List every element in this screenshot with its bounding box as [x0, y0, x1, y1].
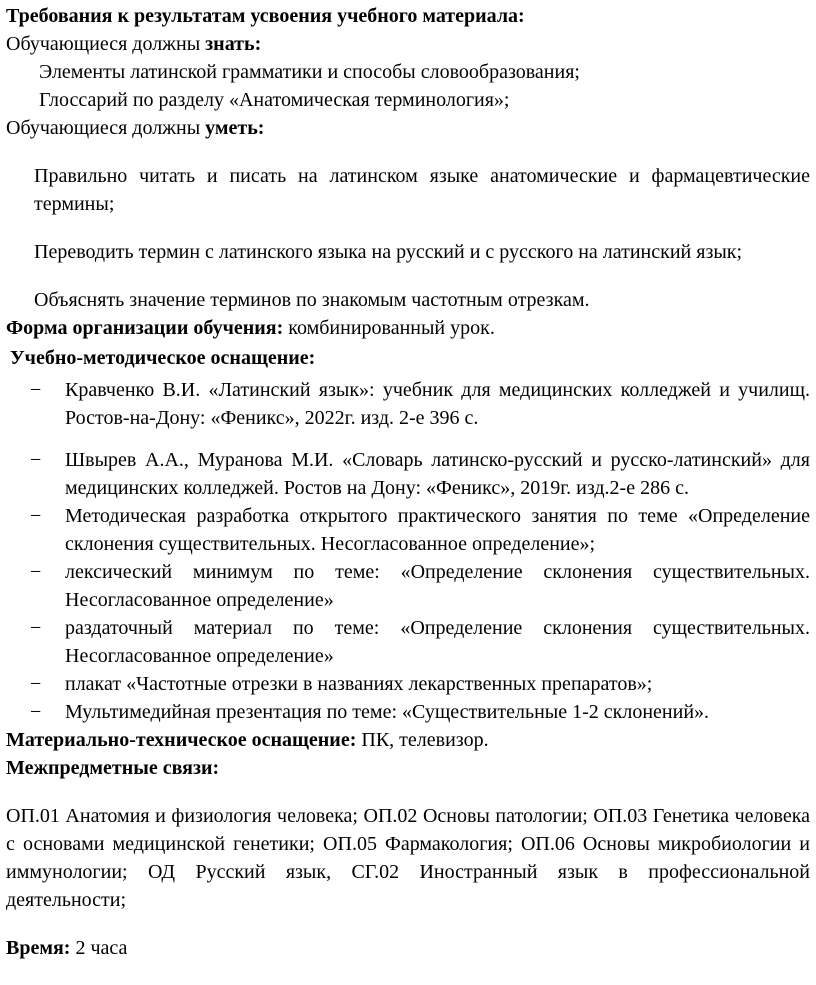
methodical-item	[6, 670, 810, 698]
methodical-item	[6, 446, 810, 502]
methodical-item-text: Кравченко В.И. «Латинский язык»: учебник для медицинских колледжей и училищ. Ростов-на-Дону: «Феникс», 2022г. изд. 2-е 396 с.	[65, 379, 810, 429]
can-line	[6, 114, 810, 142]
can-word: уметь:	[205, 117, 265, 139]
technical-label: Материально-техническое оснащение:	[6, 729, 357, 751]
methodical-item	[6, 502, 810, 558]
technical-line	[6, 726, 810, 754]
can-item-3: Объяснять значение терминов по знакомым частотным отрезкам.	[34, 289, 590, 311]
requirements-heading: Требования к результатам усвоения учебного материала:	[6, 5, 525, 27]
links-heading: Межпредметные связи:	[6, 757, 220, 779]
know-word: знать:	[205, 33, 262, 55]
form-label: Форма организации обучения:	[6, 317, 284, 339]
methodical-item-text: Швырев А.А., Муранова М.И. «Словарь латинско-русский и русско-латинский» для медицинских колледжей. Ростов на Дону: «Феникс», 2019г. изд.2-е 286 с.	[65, 449, 810, 499]
time-line	[6, 934, 810, 962]
can-item-1: Правильно читать и писать на латинском языке анатомические и фармацевтические термины;	[34, 165, 810, 215]
dash-marker: −	[30, 379, 42, 401]
technical-value: ПК, телевизор.	[356, 729, 489, 751]
methodical-item	[6, 376, 810, 432]
methodical-item-text: раздаточный материал по теме: «Определение склонения существительных. Несогласованное определение»	[65, 617, 810, 667]
dash-marker: −	[30, 505, 42, 527]
methodical-item-text: плакат «Частотные отрезки в названиях лекарственных препаратов»;	[65, 673, 653, 695]
links-text: ОП.01 Анатомия и физиология человека; ОП.02 Основы патологии; ОП.03 Генетика человека с основами медицинской генетики; ОП.05 Фармакология; ОП.06 Основы микробиологии и иммунологии; ОД Русский язык, СГ.02 Иностранный язык в профессиональной деятельности;	[6, 805, 810, 911]
methodical-item-text: Мультимедийная презентация по теме: «Существительные 1-2 склонений».	[65, 701, 710, 723]
can-prefix: Обучающиеся должны	[6, 117, 206, 139]
know-prefix: Обучающиеся должны	[6, 33, 206, 55]
methodical-item-text: лексический минимум по теме: «Определение склонения существительных. Несогласованное определение»	[65, 561, 810, 611]
dash-marker: −	[30, 561, 42, 583]
dash-marker: −	[30, 673, 42, 695]
dash-marker: −	[30, 617, 42, 639]
time-label: Время:	[6, 937, 71, 959]
methodical-item-text: Методическая разработка открытого практического занятия по теме «Определение склонения существительных. Несогласованное определение»;	[65, 505, 810, 555]
dash-marker: −	[30, 701, 42, 723]
methodical-list	[6, 376, 810, 726]
methodical-item	[6, 558, 810, 614]
dash-marker: −	[30, 449, 42, 471]
methodical-heading: Учебно-методическое оснащение:	[10, 347, 316, 369]
methodical-item	[6, 698, 810, 726]
form-value: комбинированный урок.	[283, 317, 495, 339]
know-line	[6, 30, 810, 58]
know-item-2: Глоссарий по разделу «Анатомическая терминология»;	[39, 89, 510, 111]
methodical-item	[6, 614, 810, 670]
know-item-1: Элементы латинской грамматики и способы словообразования;	[39, 61, 580, 83]
time-value: 2 часа	[70, 937, 128, 959]
form-line	[6, 314, 810, 342]
can-item-2: Переводить термин с латинского языка на русский и с русского на латинский язык;	[34, 241, 743, 263]
